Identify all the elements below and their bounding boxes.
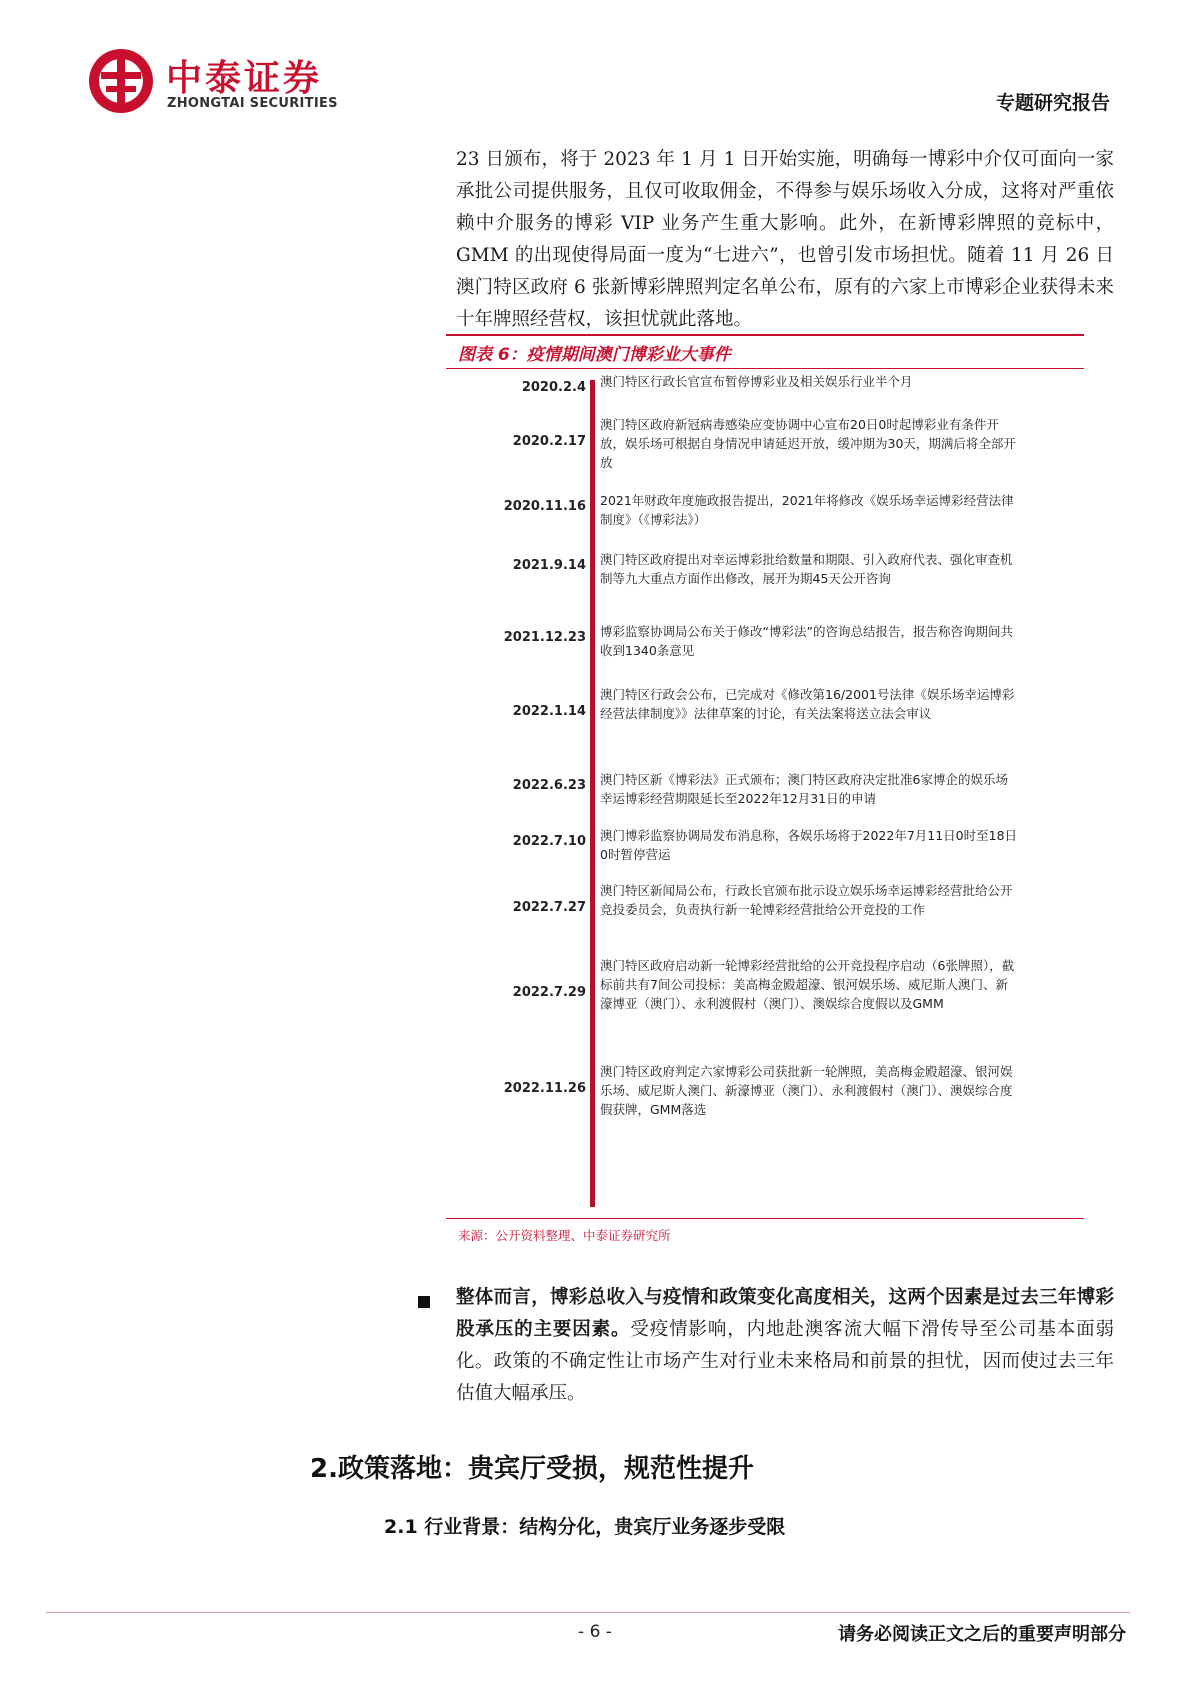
timeline-event-date: 2020.2.4	[521, 380, 586, 395]
timeline-event-text: 2021年财政年度施政报告提出，2021年将修改《娱乐场幸运博彩经营法律制度》（《博彩法》）	[600, 493, 1014, 527]
event-timeline	[480, 374, 1040, 1210]
intro-paragraph: 23 日颁布，将于 2023 年 1 月 1 日开始实施，明确每一博彩中介仅可面向一家承批公司提供服务，且仅可收取佣金，不得参与娱乐场收入分成，这将对严重依赖中介服务的博彩 VIP 业务产生重大影响。此外，在新博彩牌照的竞标中，GMM 的出现使得局面一度为“七进六”，也曾引发市场担忧。随着 11 月 26 日澳门特区政府 6 张新博彩牌照判定名单公布，原有的六家上市博彩企业获得未来十年牌照经营权，该担忧就此落地。	[456, 149, 1114, 330]
timeline-event-text: 澳门特区政府新冠病毒感染应变协调中心宣布20日0时起博彩业有条件开放，娱乐场可根据自身情况申请延迟开放，缓冲期为30天，期满后将全部开放	[600, 417, 1016, 470]
zhongtai-logo-icon	[86, 46, 156, 116]
timeline-event-text: 澳门特区行政会公布，已完成对《修改第16/2001号法律《娱乐场幸运博彩经营法律制度》》法律草案的讨论，有关法案将送立法会审议	[600, 687, 1015, 721]
timeline-event-date: 2022.11.26	[503, 1081, 586, 1096]
summary-paragraph	[456, 1282, 1114, 1410]
section-heading: 2.政策落地：贵宾厅受损，规范性提升	[310, 1454, 754, 1484]
square-bullet-icon	[418, 1296, 430, 1308]
timeline-event-date: 2021.9.14	[512, 558, 586, 573]
timeline-event-text: 博彩监察协调局公布关于修改“博彩法”的咨询总结报告，报告称咨询期间共收到1340条意见	[600, 624, 1013, 658]
subsection-heading: 2.1 行业背景：结构分化，贵宾厅业务逐步受限	[384, 1516, 786, 1538]
timeline-event-text: 澳门特区政府启动新一轮博彩经营批给的公开竞投程序启动（6张牌照），截标前共有7间公司投标：美高梅金殿超濠、银河娱乐场、威尼斯人澳门、新濠博亚（澳门）、永利渡假村（澳门）、澳娱综合度假以及GMM	[600, 958, 1015, 1011]
timeline-event-text: 澳门特区新《博彩法》正式颁布；澳门特区政府决定批准6家博企的娱乐场幸运博彩经营期限延长至2022年12月31日的申请	[600, 772, 1008, 806]
logo-chinese-name: 中泰证券	[166, 58, 323, 99]
footer-rule	[46, 1612, 1130, 1613]
figure-title-rule	[446, 368, 1084, 369]
figure-source: 来源：公开资料整理、中泰证券研究所	[458, 1228, 671, 1243]
figure-title: 图表 6：疫情期间澳门博彩业大事件	[458, 345, 731, 365]
report-type-label: 专题研究报告	[995, 92, 1110, 114]
timeline-axis	[590, 380, 595, 1207]
timeline-event-date: 2020.11.16	[503, 499, 586, 514]
figure-bottom-rule	[446, 1218, 1084, 1219]
timeline-event-date: 2022.1.14	[512, 704, 586, 719]
timeline-event-date: 2020.2.17	[512, 434, 586, 449]
timeline-event-text: 澳门特区新闻局公布，行政长官颁布批示设立娱乐场幸运博彩经营批给公开竞投委员会，负责执行新一轮博彩经营批给公开竞投的工作	[600, 883, 1013, 917]
timeline-event-text: 澳门特区行政长官宣布暂停博彩业及相关娱乐行业半个月	[600, 374, 913, 389]
summary-rest-text: 受疫情影响，内地赴澳客流大幅下滑传导至公司基本面弱化。政策的不确定性让市场产生对行业未来格局和前景的担忧，因而使过去三年估值大幅承压。	[456, 1319, 1114, 1404]
timeline-event-date: 2021.12.23	[503, 630, 586, 645]
timeline-event-date: 2022.7.27	[512, 900, 586, 915]
timeline-event-date: 2022.6.23	[512, 778, 586, 793]
footer-disclaimer: 请务必阅读正文之后的重要声明部分	[838, 1624, 1126, 1645]
figure-top-rule	[446, 334, 1084, 336]
logo-english-name: ZHONGTAI SECURITIES	[167, 96, 338, 111]
timeline-event-date: 2022.7.10	[512, 834, 586, 849]
timeline-event-date: 2022.7.29	[512, 985, 586, 1000]
timeline-event-text: 澳门特区政府判定六家博彩公司获批新一轮牌照，美高梅金殿超濠、银河娱乐场、威尼斯人澳门、新濠博亚（澳门）、永利渡假村（澳门）、澳娱综合度假获牌，GMM落选	[600, 1064, 1013, 1117]
timeline-event-text: 澳门特区政府提出对幸运博彩批给数量和期限、引入政府代表、强化审查机制等九大重点方面作出修改，展开为期45天公开咨询	[600, 552, 1013, 586]
company-logo	[86, 46, 386, 124]
timeline-event-text: 澳门博彩监察协调局发布消息称，各娱乐场将于2022年7月11日0时至18日0时暂停营运	[600, 828, 1018, 862]
page-number: - 6 -	[578, 1622, 612, 1642]
summary-bold-text: 整体而言，博彩总收入与疫情和政策变化高度相关，这两个因素是过去三年博彩股承压的主要因素。	[456, 1287, 1114, 1340]
